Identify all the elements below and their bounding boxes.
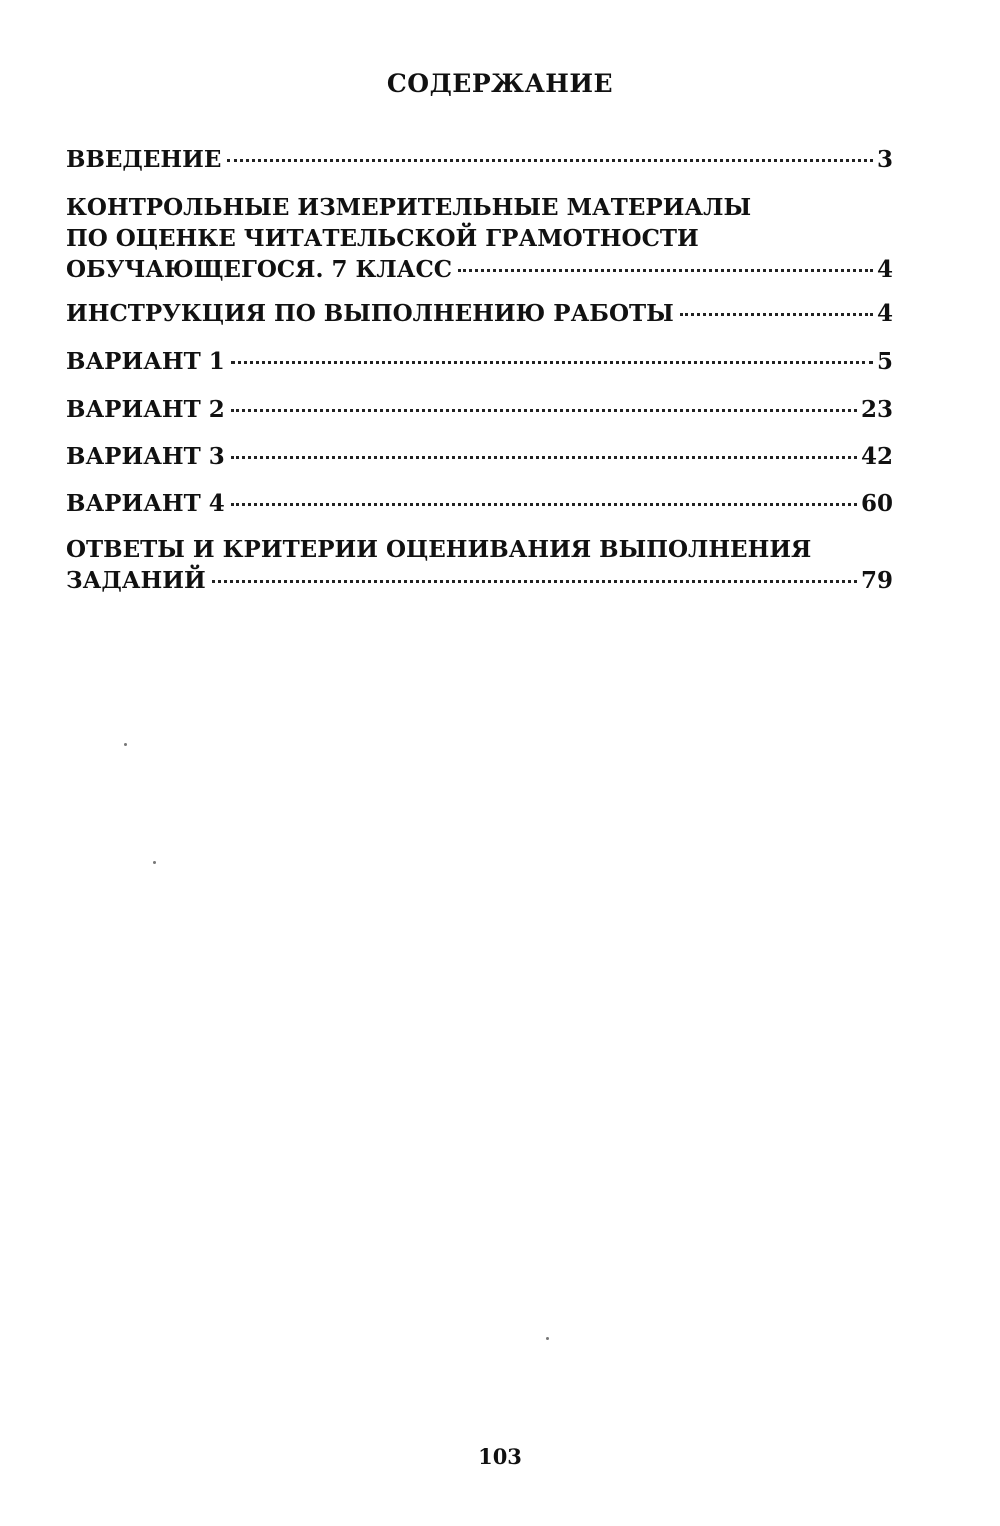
toc-entry-title: ВАРИАНТ 2 <box>66 396 225 423</box>
toc-entry-title: ВАРИАНТ 4 <box>66 490 225 517</box>
dot-leader <box>227 159 873 162</box>
dot-leader <box>231 503 857 506</box>
toc-entry-introduction[interactable] <box>66 144 893 175</box>
dot-leader <box>680 313 873 316</box>
dot-leader <box>231 456 857 459</box>
toc-entry-title: ЗАДАНИЙ <box>66 567 206 594</box>
toc-entry-title: КОНТРОЛЬНЫЕ ИЗМЕРИТЕЛЬНЫЕ МАТЕРИАЛЫ <box>66 194 752 221</box>
toc-entry-title: ОТВЕТЫ И КРИТЕРИИ ОЦЕНИВАНИЯ ВЫПОЛНЕНИЯ <box>66 536 812 563</box>
dot-leader <box>231 409 857 412</box>
dot-leader <box>231 361 873 364</box>
toc-page-number: 4 <box>876 300 893 327</box>
toc-entry-title: ПО ОЦЕНКЕ ЧИТАТЕЛЬСКОЙ ГРАМОТНОСТИ <box>66 225 699 252</box>
toc-page-number: 23 <box>860 396 893 423</box>
toc-entry-title: ВВЕДЕНИЕ <box>66 146 222 173</box>
toc-entry-answers-criteria[interactable] <box>66 534 893 596</box>
toc-entry-title: ОБУЧАЮЩЕГОСЯ. 7 КЛАСС <box>66 256 453 283</box>
toc-page-number: 3 <box>876 146 893 173</box>
toc-entry-title: ВАРИАНТ 3 <box>66 443 225 470</box>
dot-leader <box>458 269 873 272</box>
toc-page-number: 60 <box>860 490 893 517</box>
toc-entry-instructions[interactable] <box>66 298 893 329</box>
toc-page-number: 79 <box>860 567 893 594</box>
print-speck <box>153 861 156 864</box>
toc-entry-variant-2[interactable] <box>66 394 893 425</box>
toc-entry-variant-4[interactable] <box>66 488 893 519</box>
toc-page-number: 5 <box>876 348 893 375</box>
dot-leader <box>212 580 857 583</box>
toc-entry-measurement-materials[interactable] <box>66 192 893 285</box>
toc-entry-variant-1[interactable] <box>66 346 893 377</box>
page-number: 103 <box>478 1444 522 1469</box>
toc-entry-variant-3[interactable] <box>66 441 893 472</box>
print-speck <box>124 743 127 746</box>
toc-entry-title: ВАРИАНТ 1 <box>66 348 225 375</box>
print-speck <box>546 1337 549 1340</box>
toc-page-number: 42 <box>860 443 893 470</box>
toc-entry-title: ИНСТРУКЦИЯ ПО ВЫПОЛНЕНИЮ РАБОТЫ <box>66 300 674 327</box>
toc-page-number: 4 <box>876 256 893 283</box>
page-title: СОДЕРЖАНИЕ <box>386 69 614 98</box>
